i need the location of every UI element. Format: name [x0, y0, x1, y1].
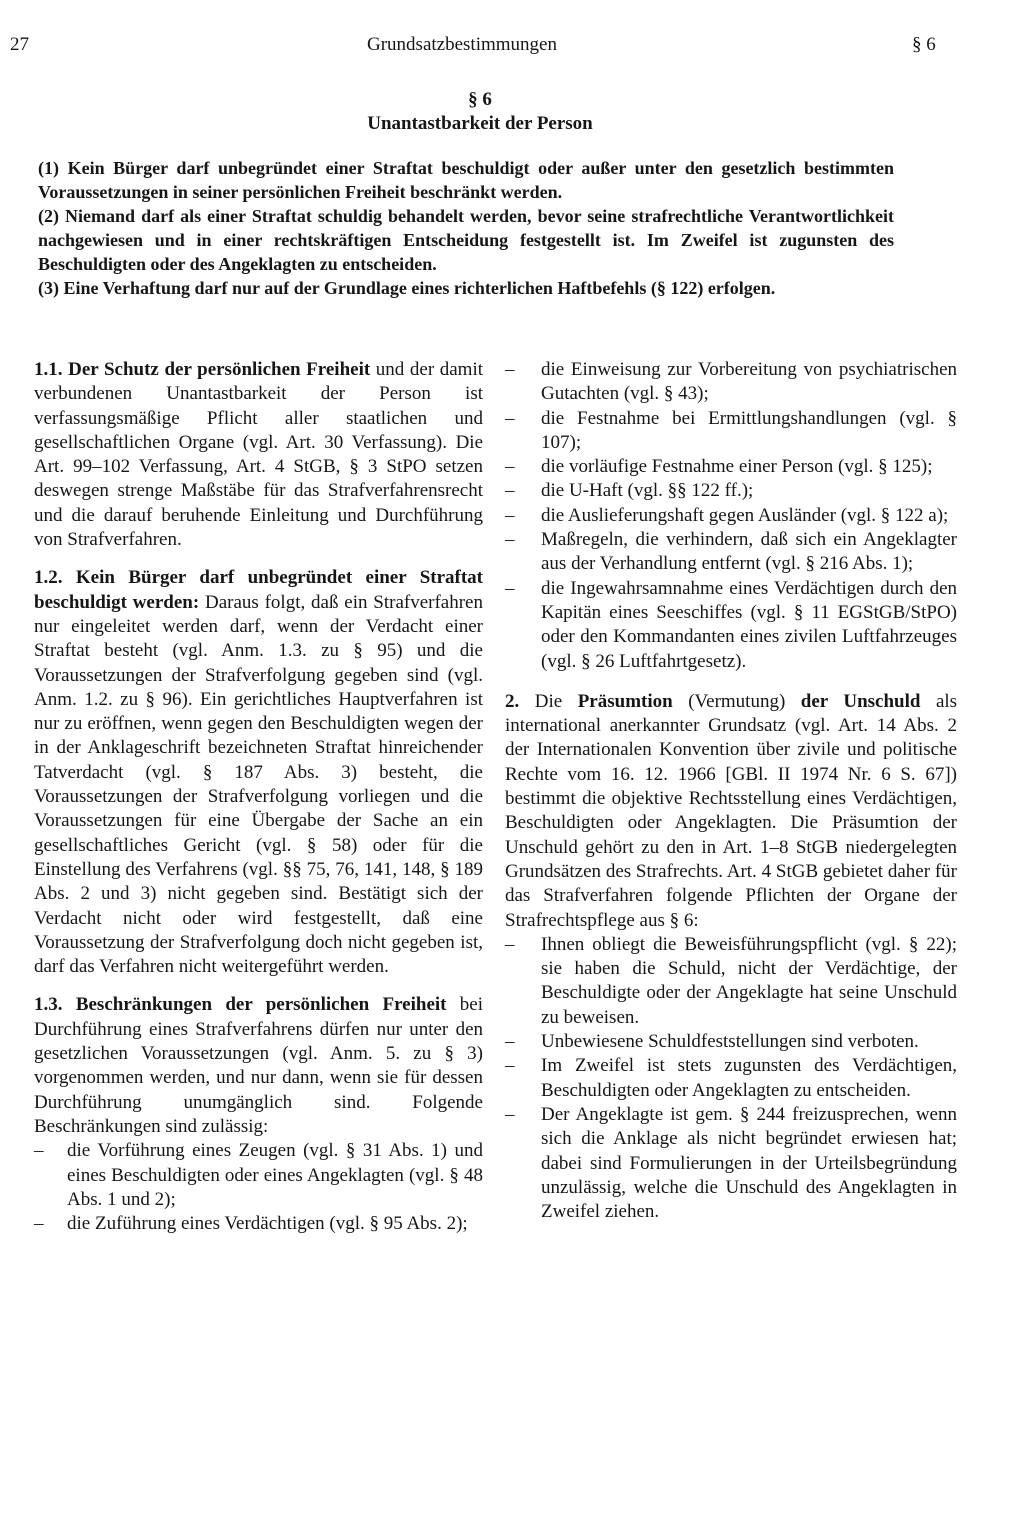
commentary-2	[505, 690, 957, 933]
commentary-1-1	[34, 358, 483, 552]
paragraph-body: und der damit verbundenen Unantastbarkeit der Person ist verfassungsmäßige Pflicht aller staatlichen und gesellschaftlichen Organe (vgl. Art. 30 Verfassung). Die Art. 99–102 Verfassung, Art. 4 StGB, § 3 StPO setzen deswegen strenge Maßstäbe für das Strafverfahrensrecht und die darauf beruhende Einleitung und Durchführung von Strafverfahren.	[34, 359, 484, 551]
paragraph-body: Daraus folgt, daß ein Strafverfahren nur eingeleitet werden darf, wenn der Verdacht einer Straftat besteht (vgl. Anm. 1.3. zu § 95) und die Voraussetzungen der Strafverfolgung gegeben sind (vgl. Anm. 1.2. zu § 96). Ein gerichtliches Hauptverfahren ist nur zu eröffnen, wenn gegen den Beschuldigten wegen der in der Anklageschrift bezeichneten Straftat hinreichender Tatverdacht (vgl. § 187 Abs. 3) besteht, die Voraussetzungen der Strafverfolgung vorliegen und die Voraussetzungen für eine Übergabe der Sache an ein gesellschaftliches Gericht (vgl. § 58) oder für die Einstellung des Verfahrens (vgl. §§ 75, 76, 141, 148, § 189 Abs. 2 und 3) nicht gegeben sind. Bestätigt sich der Verdacht nicht oder wird festgestellt, daß eine Voraussetzung der Strafverfolgung doch nicht gegeben ist, darf das Verfahren nicht weitergeführt werden.	[34, 591, 483, 978]
section-number: § 6	[468, 89, 492, 110]
restrictions-list-continued	[505, 358, 957, 674]
list-item: – Im Zweifel ist stets zugunsten des Verdächtigen, Beschuldigten oder Angeklagten zu entscheiden.	[505, 1054, 957, 1103]
list-item: – Maßregeln, die verhindern, daß sich ein Angeklagter aus der Verhandlung entfernt (vgl. § 216 Abs. 1);	[505, 528, 957, 577]
paragraph-heading: Beschränkungen der persönlichen Freiheit	[75, 994, 447, 1016]
paragraph-body: als international anerkannter Grundsatz (vgl. Art. 14 Abs. 2 der Internationalen Konvention über zivile und politische Rechte vom 16. 12. 1966 [GBl. II 1974 Nr. 6 S. 67]) bestimmt die objektive Rechtsstellung eines Verdächtigen, Beschuldigten oder Angeklagten. Die Präsumtion der Unschuld gehört zu den in Art. 1–8 StGB niedergelegten Grundsätzen des Strafrechts. Art. 4 StGB gebietet daher für das Strafverfahren folgende Pflichten der Organe der Strafrechtspflege aus § 6:	[505, 690, 958, 931]
paragraph-label: 2.	[505, 690, 520, 712]
list-item: – die Festnahme bei Ermittlungshandlungen (vgl. § 107);	[505, 407, 957, 456]
paragraph-body: bei Durchführung eines Strafverfahrens dürfen nur unter den gesetzlichen Voraussetzungen (vgl. Anm. 5. zu § 3) vorgenommen werden, und nur dann, wenn sie für dessen Durchführung unumgänglich sind. Folgende Beschränkungen sind zulässig:	[34, 994, 484, 1137]
list-item: – die U-Haft (vgl. §§ 122 ff.);	[505, 479, 957, 503]
list-item: – die Vorführung eines Zeugen (vgl. § 31 Abs. 1) und eines Beschuldigten oder eines Angeklagten (vgl. § 48 Abs. 1 und 2);	[34, 1139, 483, 1212]
page-number: 27	[10, 34, 29, 55]
list-item: – Der Angeklagte ist gem. § 244 freizusprechen, wenn sich die Anklage als nicht begründet erwiesen hat; dabei sind Formulierungen in der Urteilsbegründung unzulässig, welche die Unschuld des Angeklagten in Zweifel ziehen.	[505, 1103, 957, 1224]
paragraph-label: 1.2.	[34, 567, 63, 589]
paragraph-heading: der Unschuld	[800, 690, 921, 712]
paragraph-heading: Der Schutz der persönlichen Freiheit	[68, 359, 371, 380]
paragraph-intro: Die	[534, 690, 563, 712]
paragraph-aside: (Vermutung)	[688, 690, 786, 712]
running-title: Grundsatzbestimmungen	[367, 34, 557, 55]
section-reference: § 6	[912, 34, 936, 55]
statute-paragraph-2: (2) Niemand darf als einer Straftat schuldig behandelt werden, bevor seine strafrechtliche Verantwortlichkeit nachgewiesen und in einer rechtskräftigen Entscheidung festgestellt ist. Im Zweifel ist zugunsten des Beschuldigten oder des Angeklagten zu entscheiden.	[38, 206, 894, 274]
duties-list	[505, 933, 957, 1225]
paragraph-heading: Präsumtion	[577, 690, 673, 712]
commentary-1-2	[34, 566, 483, 979]
commentary-1-3	[34, 993, 483, 1139]
paragraph-label: 1.1.	[34, 359, 63, 380]
list-item: – die Ingewahrsamnahme eines Verdächtigen durch den Kapitän eines Seeschiffes (vgl. § 11 EGStGB/StPO) oder den Kommandanten eines zivilen Luftfahrzeuges (vgl. § 26 Luftfahrtgesetz).	[505, 577, 957, 674]
list-item: – Unbewiesene Schuldfeststellungen sind verboten.	[505, 1030, 957, 1054]
statute-paragraph-1: (1) Kein Bürger darf unbegründet einer Straftat beschuldigt oder außer unter den gesetzlich bestimmten Voraussetzungen in seiner persönlichen Freiheit beschränkt werden.	[38, 158, 894, 202]
statute-paragraph-3: (3) Eine Verhaftung darf nur auf der Grundlage eines richterlichen Haftbefehls (§ 122) erfolgen.	[38, 278, 776, 298]
statute-text	[38, 156, 894, 300]
list-item: – die Einweisung zur Vorbereitung von psychiatrischen Gutachten (vgl. § 43);	[505, 358, 957, 407]
list-item: – die Zuführung eines Verdächtigen (vgl. § 95 Abs. 2);	[34, 1212, 483, 1236]
paragraph-heading: Kein Bürger darf unbegründet einer Straftat beschuldigt werden:	[34, 567, 484, 613]
commentary-right-column	[505, 358, 957, 1224]
list-item: – Ihnen obliegt die Beweisführungspflicht (vgl. § 22); sie haben die Schuld, nicht der Verdächtige, der Beschuldigte oder der Angeklagte hat seine Unschuld zu beweisen.	[505, 933, 957, 1030]
list-item: – die Auslieferungshaft gegen Ausländer (vgl. § 122 a);	[505, 504, 957, 528]
commentary-left-column	[34, 358, 483, 1236]
section-title: Unantastbarkeit der Person	[367, 113, 593, 134]
list-item: – die vorläufige Festnahme einer Person (vgl. § 125);	[505, 455, 957, 479]
paragraph-label: 1.3.	[34, 994, 63, 1016]
restrictions-list	[34, 1139, 483, 1236]
